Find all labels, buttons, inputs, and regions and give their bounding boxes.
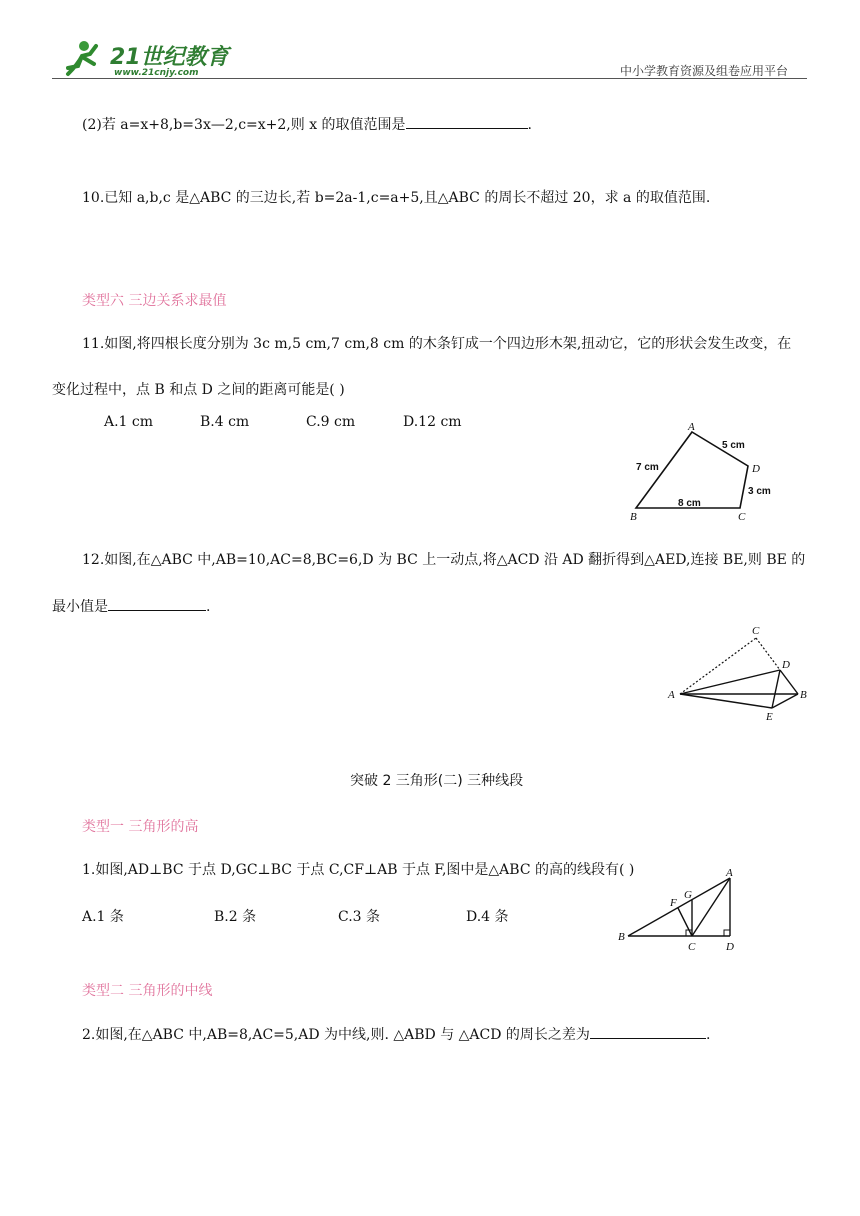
label-d: D [752, 463, 760, 475]
length-bc: 8 cm [678, 498, 701, 509]
question-12-line1: 12.如图,在△ABC 中,AB=10,AC=8,BC=6,D 为 BC 上一动点,将△ACD 沿 AD 翻折得到△AED,连接 BE,则 BE 的 [82, 552, 806, 568]
option-c[interactable]: C.3 条 [338, 909, 381, 925]
label-a: A [668, 689, 675, 701]
label-c: C [738, 511, 746, 523]
type-six-heading: 类型六 三边关系求最值 [82, 293, 227, 309]
type-one-heading: 类型一 三角形的高 [82, 819, 199, 835]
option-d[interactable]: D.12 cm [403, 414, 462, 430]
label-b: B [800, 689, 807, 701]
length-dc: 3 cm [748, 486, 771, 497]
label-d: D [782, 659, 790, 671]
header-divider [52, 78, 807, 79]
label-g: G [684, 889, 692, 901]
logo [60, 38, 230, 80]
answer-blank[interactable] [590, 1024, 706, 1039]
option-d[interactable]: D.4 条 [466, 909, 509, 925]
label-a: A [688, 421, 695, 433]
section2-question-2: 2.如图,在△ABC 中,AB=8,AC=5,AD 为中线,则. △ABD 与 △ACD 的周长之差为 . [82, 1024, 710, 1045]
section2-question-1: 1.如图,AD⊥BC 于点 D,GC⊥BC 于点 C,CF⊥AB 于点 F,图中是△ABC 的高的线段有( ) [82, 862, 635, 878]
heights-triangle-figure [614, 864, 754, 954]
answer-blank[interactable] [406, 114, 528, 129]
option-a[interactable]: A.1 cm [104, 414, 154, 430]
logo-url-text: www.21cnjy.com [114, 68, 199, 78]
question-11-line1: 11.如图,将四根长度分别为 3c m,5 cm,7 cm,8 cm 的木条钉成一个四边形木架,扭动它，它的形状会发生改变，在 [82, 336, 792, 352]
label-b: B [630, 511, 637, 523]
answer-blank[interactable] [108, 596, 206, 611]
option-a[interactable]: A.1 条 [82, 909, 124, 925]
section-title: 突破 2 三角形(二) 三种线段 [350, 773, 524, 789]
logo-main-text: 21世纪教育 [110, 45, 229, 70]
label-d: D [726, 941, 734, 953]
length-ad: 5 cm [722, 440, 745, 451]
label-b: B [618, 931, 625, 943]
label-e: E [766, 711, 773, 723]
fold-triangle-figure [662, 622, 822, 732]
type-two-heading: 类型二 三角形的中线 [82, 983, 213, 999]
question-11-line2: 变化过程中，点 B 和点 D 之间的距离可能是( ) [52, 382, 345, 398]
label-a: A [726, 867, 733, 879]
option-b[interactable]: B.4 cm [200, 414, 250, 430]
label-f: F [670, 897, 677, 909]
option-c[interactable]: C.9 cm [306, 414, 356, 430]
length-ab: 7 cm [636, 462, 659, 473]
quadrilateral-figure [620, 418, 790, 528]
platform-name: 中小学教育资源及组卷应用平台 [620, 64, 789, 78]
option-b[interactable]: B.2 条 [214, 909, 257, 925]
label-c: C [752, 625, 760, 637]
question-10: 10.已知 a,b,c 是△ABC 的三边长,若 b=2a-1,c=a+5,且△ABC 的周长不超过 20，求 a 的取值范围. [82, 190, 711, 206]
question-12-line2: 最小值是 . [52, 596, 210, 617]
question-9-part-2: (2)若 a=x+8,b=3x—2,c=x+2,则 x 的取值范围是 . [82, 114, 532, 135]
label-c: C [688, 941, 696, 953]
